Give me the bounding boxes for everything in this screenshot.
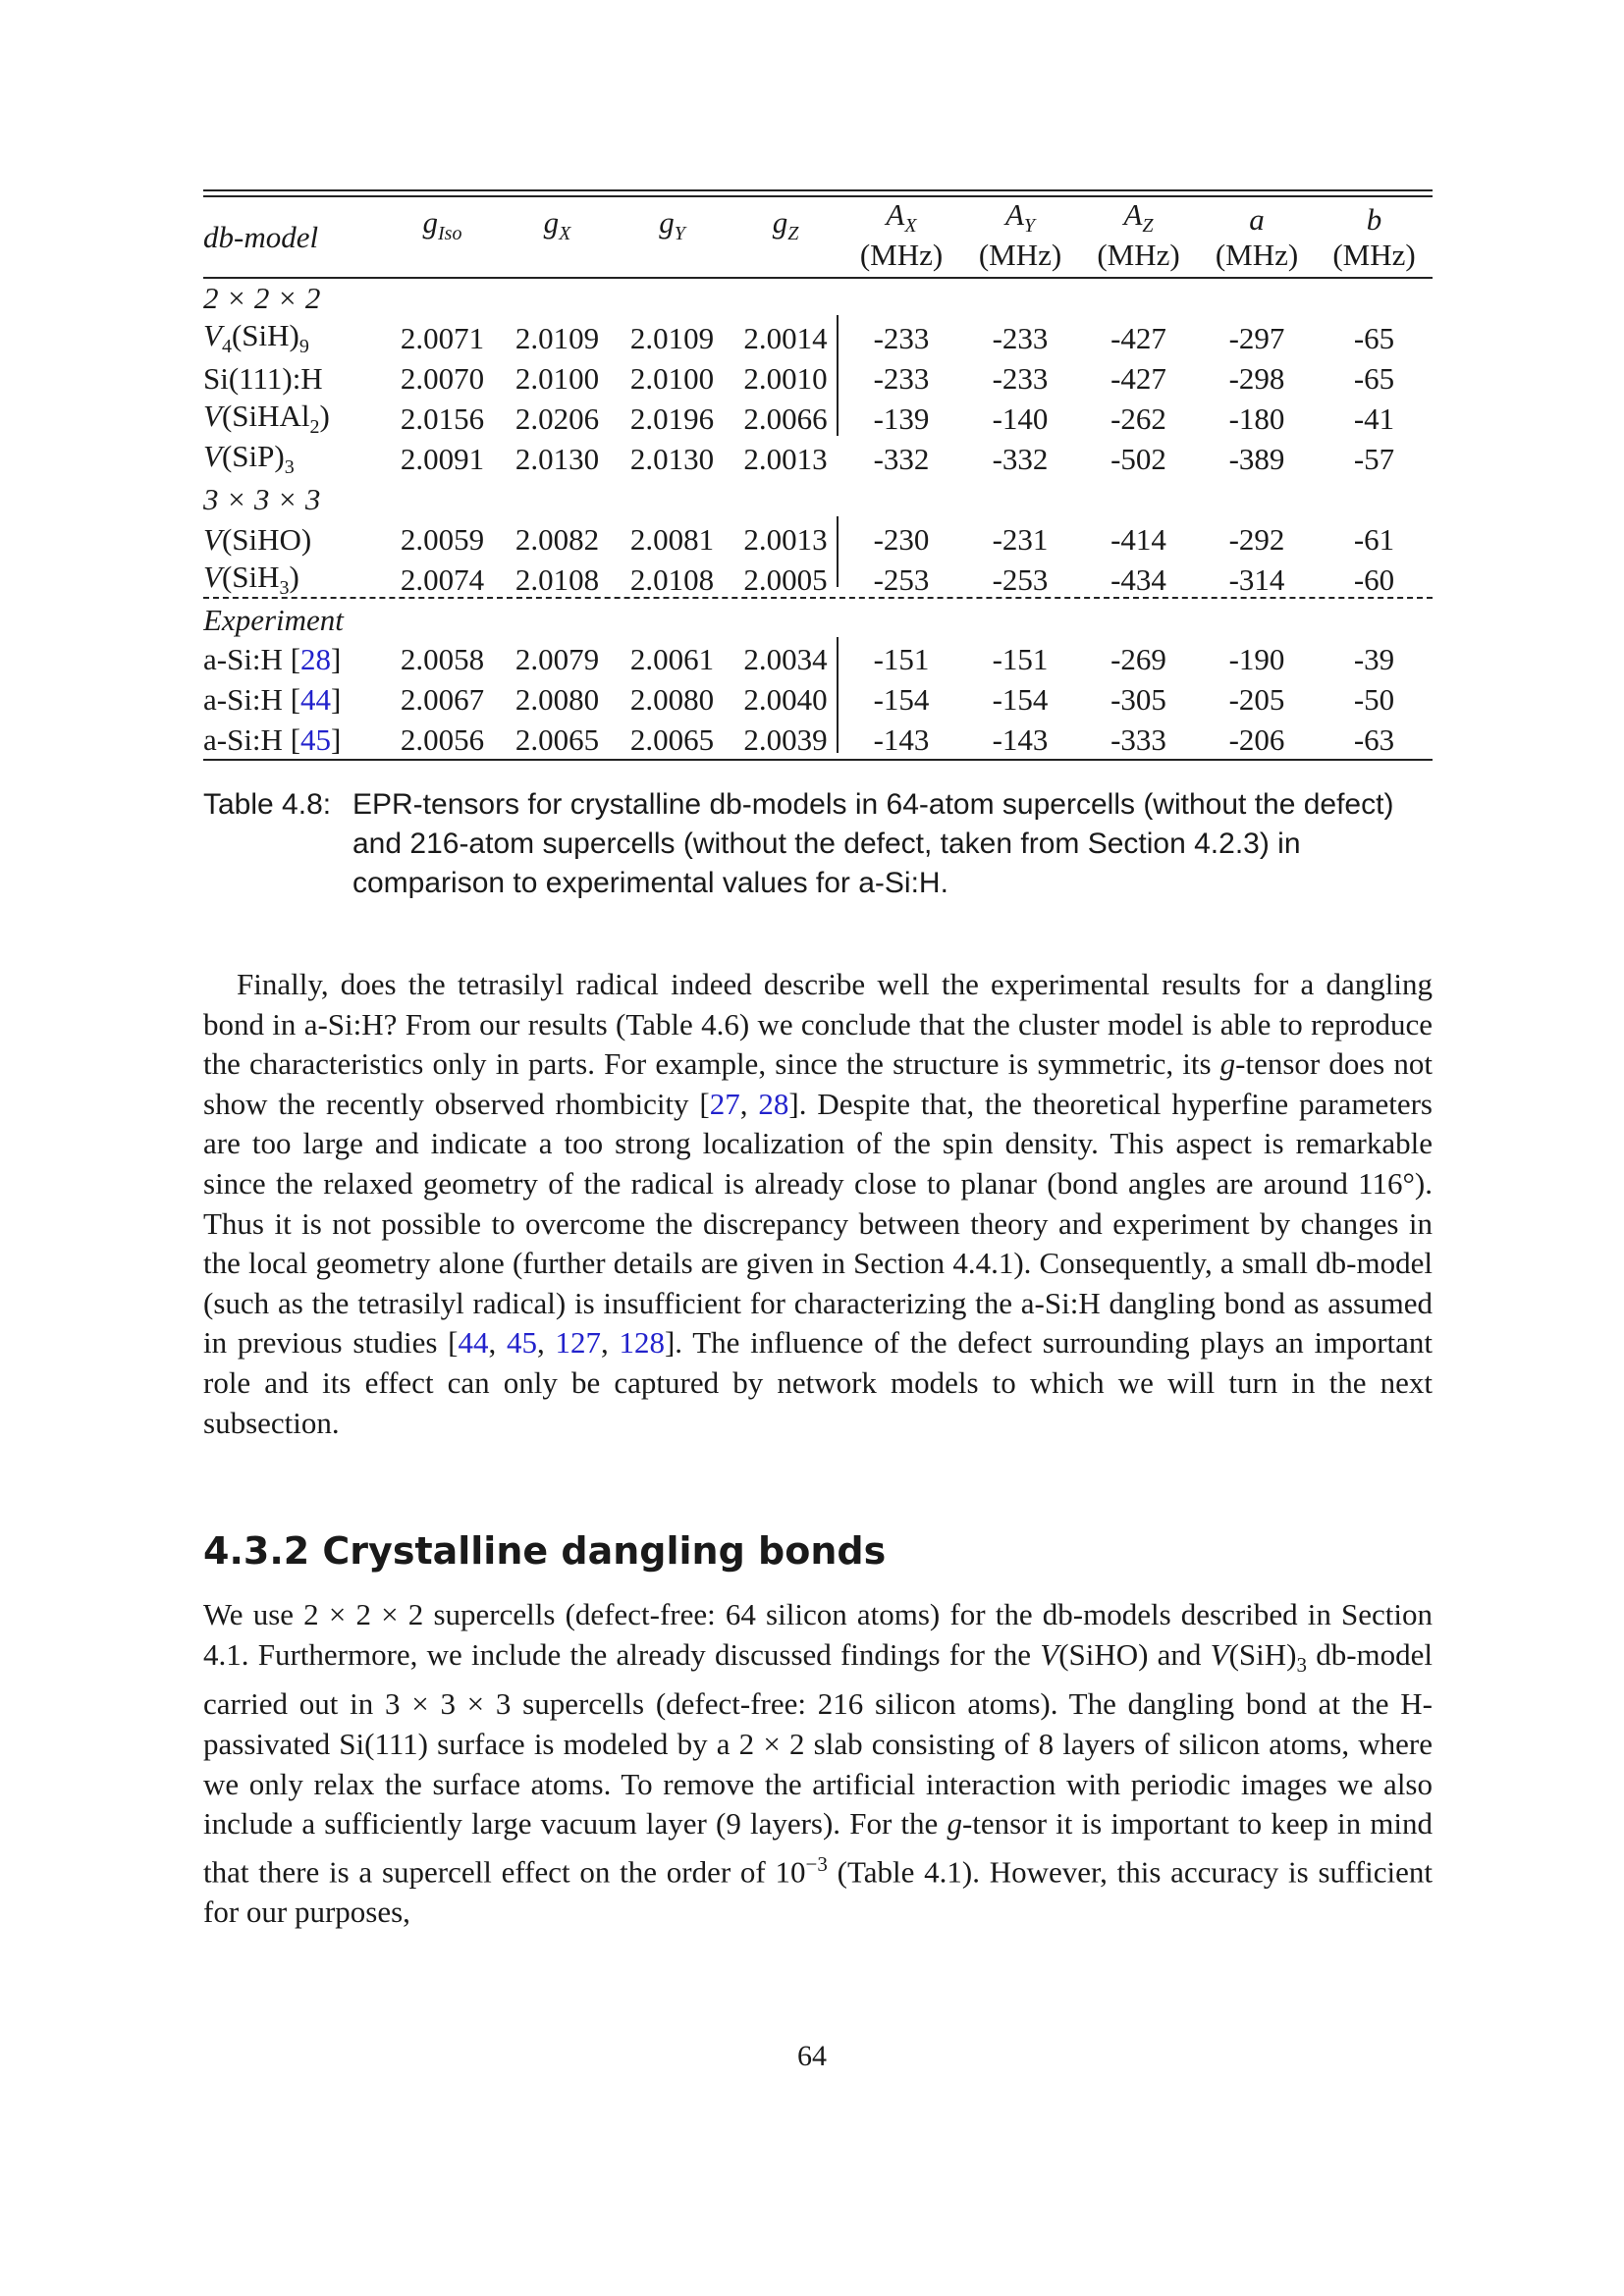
unit-label: (MHz) [1097,238,1180,273]
cell-a-z: -502 [1110,441,1166,476]
table-row [203,399,1433,439]
cell-b: -57 [1353,441,1395,476]
col-a-x: $A_X$ [886,197,917,238]
cell-g-iso: 2.0067 [400,682,485,718]
col-a: a [1249,202,1265,238]
cell-g-y: 2.0065 [629,721,715,757]
citation-link[interactable]: 127 [555,1325,601,1361]
cell-b: -41 [1353,400,1395,436]
cell-g-y: 2.0061 [629,642,715,677]
cell-a-z: -333 [1110,721,1166,757]
cell-a: -298 [1228,360,1285,396]
model-name: $V_4(SiH)_9$ [203,317,309,358]
cell-g-iso: 2.0156 [400,400,485,436]
col-b: b [1366,202,1382,238]
table-row [203,519,1433,560]
cell-a-x: -139 [873,400,930,436]
cell-g-x: 2.0065 [514,721,600,757]
unit-label: (MHz) [978,238,1062,273]
cell-a-y: -140 [992,400,1049,436]
citation-link[interactable]: 28 [300,642,332,677]
cell-b: -65 [1353,360,1395,396]
citation-link[interactable]: 45 [300,721,332,757]
cell-a-x: -332 [873,441,930,476]
cell-g-x: 2.0100 [514,360,600,396]
model-name: a-Si:H [28] [203,642,342,677]
cell-g-iso: 2.0074 [400,561,485,597]
citation-link[interactable]: 45 [506,1325,537,1361]
cell-g-y: 2.0080 [629,682,715,718]
caption-label: Table 4.8: [203,788,332,821]
cell-g-z: 2.0013 [743,521,828,557]
cell-g-z: 2.0039 [743,721,828,757]
cell-a-y: -231 [992,521,1049,557]
cell-g-z: 2.0005 [743,561,828,597]
cell-a-z: -305 [1110,682,1166,718]
cell-g-x: 2.0079 [514,642,600,677]
cell-a: -389 [1228,441,1285,476]
cell-a-z: -434 [1110,561,1166,597]
cell-a-x: -233 [873,320,930,355]
group-row [203,600,1433,640]
col-g-iso: $g_{Iso}$ [422,205,462,245]
cell-a-y: -332 [992,441,1049,476]
col-g-x: $g_X$ [543,205,571,245]
cell-g-iso: 2.0059 [400,521,485,557]
table-row [203,560,1433,600]
cell-a: -206 [1228,721,1285,757]
section-heading: 4.3.2 Crystalline dangling bonds [203,1529,887,1573]
citation-link[interactable]: 128 [619,1325,665,1361]
table-row [203,318,1433,358]
citation-link[interactable]: 44 [300,682,332,718]
cell-a: -190 [1228,642,1285,677]
cell-g-y: 2.0108 [629,561,715,597]
cell-g-x: 2.0080 [514,682,600,718]
cell-g-iso: 2.0058 [400,642,485,677]
cell-g-z: 2.0010 [743,360,828,396]
table-top-rule [203,189,1433,191]
cell-a-z: -262 [1110,400,1166,436]
cell-g-y: 2.0081 [629,521,715,557]
model-name: Si(111):H [203,360,323,396]
cell-g-z: 2.0034 [743,642,828,677]
cell-b: -63 [1353,721,1395,757]
cell-a-y: -151 [992,642,1049,677]
col-db-model: db-model [203,220,319,255]
col-a-y: $A_Y$ [1004,197,1036,238]
cell-a-x: -151 [873,642,930,677]
cell-a-y: -143 [992,721,1049,757]
cell-b: -39 [1353,642,1395,677]
cell-a-z: -269 [1110,642,1166,677]
cell-a-y: -154 [992,682,1049,718]
unit-label: (MHz) [859,238,944,273]
cell-a-y: -233 [992,360,1049,396]
cell-g-y: 2.0130 [629,441,715,476]
cell-a: -314 [1228,561,1285,597]
model-name: V(SiH$_3$) [203,559,299,600]
cell-g-z: 2.0040 [743,682,828,718]
cell-a: -180 [1228,400,1285,436]
cell-a-x: -253 [873,561,930,597]
header-row [203,197,1433,238]
col-g-y: $g_Y$ [659,205,685,245]
cell-g-z: 2.0013 [743,441,828,476]
table-row [203,640,1433,680]
citation-link[interactable]: 28 [758,1086,789,1121]
cell-a-y: -253 [992,561,1049,597]
cell-a-x: -233 [873,360,930,396]
cell-g-iso: 2.0071 [400,320,485,355]
cell-g-iso: 2.0070 [400,360,485,396]
table-row [203,358,1433,399]
cell-b: -61 [1353,521,1395,557]
citation-link[interactable]: 27 [709,1086,740,1121]
unit-label: (MHz) [1332,238,1416,273]
cell-g-iso: 2.0091 [400,441,485,476]
cell-a: -292 [1228,521,1285,557]
table-row [203,721,1433,761]
table-row [203,680,1433,721]
table-row [203,439,1433,479]
cell-b: -50 [1353,682,1395,718]
cell-b: -60 [1353,561,1395,597]
model-name: V(SiHO) [203,521,312,557]
cell-a-x: -230 [873,521,930,557]
unit-label: (MHz) [1215,238,1299,273]
epr-data-table [203,197,1433,760]
cell-g-z: 2.0066 [743,400,828,436]
cell-b: -65 [1353,320,1395,355]
cell-a-x: -143 [873,721,930,757]
cell-g-z: 2.0014 [743,320,828,355]
caption-text: EPR-tensors for crystalline db-models in 64-atom supercells (without the defect) and 216-atom supercells (without the defect, taken from Section 4.2.3) in comparison to experimental values for a-Si:H. [352,788,1394,899]
cell-a-x: -154 [873,682,930,718]
group-label: 3 × 3 × 3 [203,481,321,516]
cell-g-y: 2.0100 [629,360,715,396]
model-name: a-Si:H [45] [203,721,342,757]
cell-a-z: -414 [1110,521,1166,557]
model-name: $V(SiP)_3$ [203,439,295,479]
cell-a-z: -427 [1110,320,1166,355]
cell-g-x: 2.0130 [514,441,600,476]
cell-g-x: 2.0206 [514,400,600,436]
model-name: V(SiHAl$_2$) [203,398,330,439]
group-row [203,278,1433,318]
group-label: 2 × 2 × 2 [203,280,321,315]
cell-g-iso: 2.0056 [400,721,485,757]
col-a-z: $A_Z$ [1123,197,1154,238]
citation-link[interactable]: 44 [458,1325,489,1361]
cell-g-x: 2.0108 [514,561,600,597]
cell-a: -205 [1228,682,1285,718]
cell-a-y: -233 [992,320,1049,355]
cell-a-z: -427 [1110,360,1166,396]
col-g-z: $g_Z$ [772,205,799,245]
cell-g-x: 2.0109 [514,320,600,355]
cell-g-y: 2.0109 [629,320,715,355]
page-number: 64 [797,2040,827,2072]
cell-g-y: 2.0196 [629,400,715,436]
cell-a: -297 [1228,320,1285,355]
body-paragraph: Finally, does the tetrasilyl radical indeed describe well the experimental results for a dangling bond in a-Si:H? From our results (Table 4.6) we conclude that the cluster model is able to reproduce the characteristics only in parts. For example, since the structure is symmetric, its g-tensor does not show the recently observed rhombicity [27, 28]. Despite that, the theoretical hyperfine parameters are too large and indicate a too strong localization of the spin density. This aspect is remarkable since the relaxed geometry of the radical is already close to planar (bond angles are around 116°). Thus it is not possible to overcome the discrepancy between theory and experiment by changes in the local geometry alone (further details are given in Section 4.4.1). Consequently, a small db-model (such as the tetrasilyl radical) is insufficient for characterizing the a-Si:H dangling bond as assumed in previous studies [44, 45, 127, 128]. The influence of the defect surrounding plays an important role and its effect can only be captured by network models to which we will turn in the next subsection. [203,967,1434,1440]
group-row [203,479,1433,519]
body-paragraph: We use 2 × 2 × 2 supercells (defect-free: 64 silicon atoms) for the db-models described in Section 4.1. Furthermore, we include the already discussed findings for the V(SiHO) and $V(SiH)_3$ db-model carried out in 3 × 3 × 3 supercells (defect-free: 216 silicon atoms). The dangling bond at the H-passivated Si(111) surface is modeled by a 2 × 2 slab consisting of 8 layers of silicon atoms, where we only relax the surface atoms. To remove the artificial interaction with periodic images we also include a sufficiently large vacuum layer (9 layers). For the g-tensor it is important to keep in mind that there is a supercell effect on the order of $10^{-3}$ (Table 4.1). However, this accuracy is sufficient for our purposes, [203,1597,1434,1929]
group-label: Experiment [203,602,344,637]
cell-g-x: 2.0082 [514,521,600,557]
model-name: a-Si:H [44] [203,682,342,718]
